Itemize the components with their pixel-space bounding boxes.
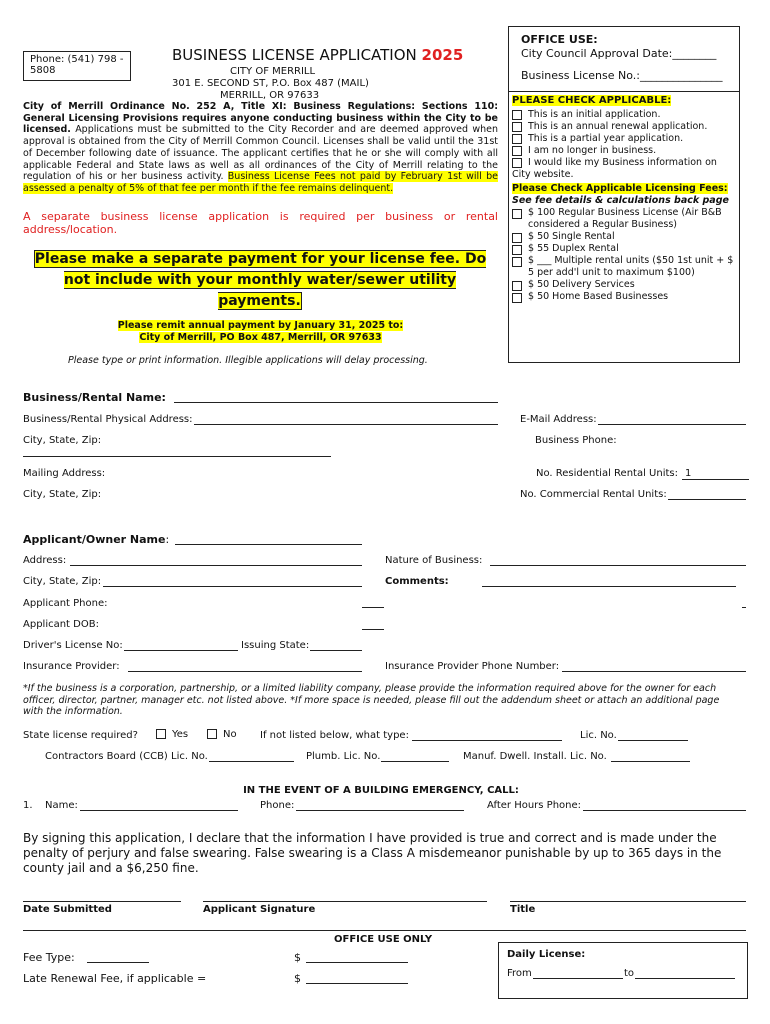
license-type-field[interactable] xyxy=(412,740,562,741)
late-fee-dollar: $ xyxy=(294,972,301,985)
checkbox[interactable] xyxy=(512,293,522,303)
checkbox[interactable] xyxy=(512,158,522,168)
email-field[interactable] xyxy=(598,424,746,425)
checkbox[interactable] xyxy=(512,110,522,120)
applicable-item[interactable]: I would like my Business information on City website. xyxy=(512,157,717,180)
office-use-divider xyxy=(23,930,746,931)
state-license-label: State license required? xyxy=(23,730,138,741)
applicant-city-field[interactable] xyxy=(103,586,362,587)
lic-no-field[interactable] xyxy=(618,740,688,741)
daily-license-box xyxy=(498,942,748,999)
page-title: BUSINESS LICENSE APPLICATION 2025 xyxy=(172,46,464,64)
applicant-phone-label: Applicant Phone: xyxy=(23,598,108,609)
ccb-label: Contractors Board (CCB) Lic. No. xyxy=(45,751,208,762)
council-approval-date[interactable]: City Council Approval Date:________ xyxy=(521,47,717,60)
applicant-phone-field[interactable] xyxy=(362,607,384,608)
business-license-no[interactable]: Business License No.:_______________ xyxy=(521,69,723,82)
remit-line-2: City of Merrill, PO Box 487, Merrill, OR 97633 xyxy=(139,332,382,343)
state-license-yes[interactable]: Yes xyxy=(156,729,188,740)
after-hours-field[interactable] xyxy=(583,810,746,811)
applicable-item[interactable]: This is an initial application. xyxy=(512,109,734,121)
fee-item[interactable]: $ ___ Multiple rental units ($50 1st unit + $ 5 per add'l unit to maximum $100) xyxy=(512,255,734,279)
daily-to-field[interactable] xyxy=(635,978,735,979)
business-name-field[interactable] xyxy=(174,402,498,403)
nature-label: Nature of Business: xyxy=(385,555,483,566)
insurance-provider-field[interactable] xyxy=(128,671,362,672)
check-applicable-heading: PLEASE CHECK APPLICABLE: xyxy=(512,95,672,106)
ordinance-paragraph: City of Merrill Ordinance No. 252 A, Title XI: Business Regulations: Sections 110: General Licensing Provisions requires anyone conducting business within the City to be licensed. Applications must be submitted to the City Recorder and are deemed approved when approval is obtained from the City of Merrill Common Council. Licenses shall be valid until the 31st of December following date of issuance. The applicant certifies that he or she will comply with all applicable Federal and State laws as well as all ordinances of the City of Merrill relating to the regulation of his or her business activity. Business License Fees not paid by February 1st will be assessed a penalty of 5% of that fee per month if the fee remains delinquent. xyxy=(23,101,498,194)
applicant-dob-field[interactable] xyxy=(362,629,384,630)
manuf-field[interactable] xyxy=(611,761,690,762)
applicable-item[interactable]: I am no longer in business. xyxy=(512,145,734,157)
checkbox[interactable] xyxy=(512,122,522,132)
business-phone-label: Business Phone: xyxy=(535,435,617,446)
applicant-signature-label: Applicant Signature xyxy=(203,904,316,915)
date-submitted-line[interactable] xyxy=(23,901,181,902)
license-type-label: If not listed below, what type: xyxy=(260,730,409,741)
business-name-label: Business/Rental Name: xyxy=(23,391,166,404)
mailing-city-label: City, State, Zip: xyxy=(23,489,102,500)
applicant-name-label: Applicant/Owner Name: xyxy=(23,533,170,546)
emergency-number: 1. xyxy=(23,800,33,811)
fee-type-dollar: $ xyxy=(294,951,301,964)
checkbox[interactable] xyxy=(512,257,522,267)
signature-line[interactable] xyxy=(203,901,487,902)
checkbox[interactable] xyxy=(512,209,522,219)
office-use-heading: OFFICE USE: xyxy=(521,33,598,46)
business-address-field[interactable] xyxy=(194,424,498,425)
comments-field[interactable] xyxy=(482,586,736,587)
daily-from-label: From xyxy=(507,968,532,979)
declaration-text: By signing this application, I declare that the information I have provided is true and correct and is made under the penalty of perjury and false swearing. False swearing is a Class A misdemeanor punishable by up to 365 days in the county jail and a $6,250 fine. xyxy=(23,831,722,875)
daily-from-field[interactable] xyxy=(533,978,623,979)
applicant-dob-label: Applicant DOB: xyxy=(23,619,99,630)
emergency-name-field[interactable] xyxy=(80,810,238,811)
fee-item[interactable]: $ 100 Regular Business License (Air B&B considered a Regular Business) xyxy=(512,207,734,231)
plumb-label: Plumb. Lic. No. xyxy=(306,751,381,762)
fees-note: See fee details & calculations back page xyxy=(512,195,729,206)
title-label: Title xyxy=(510,904,536,915)
remit-line-1: Please remit annual payment by January 31, 2025 to: xyxy=(117,320,404,331)
checkbox[interactable] xyxy=(512,233,522,243)
insurance-phone-label: Insurance Provider Phone Number: xyxy=(385,661,560,672)
emergency-phone-label: Phone: xyxy=(260,800,295,811)
business-city-field[interactable] xyxy=(23,456,331,457)
late-fee-amount-field[interactable] xyxy=(306,983,408,984)
email-label: E-Mail Address: xyxy=(520,414,597,425)
drivers-license-field[interactable] xyxy=(124,650,238,651)
city-state: MERRILL, OR 97633 xyxy=(220,90,320,101)
nature-field[interactable] xyxy=(490,565,746,566)
commercial-units-field[interactable] xyxy=(668,499,746,500)
drivers-license-label: Driver's License No: xyxy=(23,640,123,651)
title-line[interactable] xyxy=(510,901,746,902)
checkbox[interactable] xyxy=(512,146,522,156)
office-use-box xyxy=(508,26,740,92)
date-submitted-label: Date Submitted xyxy=(23,904,112,915)
plumb-field[interactable] xyxy=(381,761,449,762)
fee-item[interactable]: $ 50 Delivery Services xyxy=(512,279,734,291)
residential-units-label: No. Residential Rental Units: xyxy=(536,468,678,479)
applicant-city-label: City, State, Zip: xyxy=(23,576,102,587)
fee-type-label: Fee Type: xyxy=(23,951,75,964)
issuing-state-field[interactable] xyxy=(310,650,362,651)
comments-label: Comments: xyxy=(385,576,449,587)
emergency-heading: IN THE EVENT OF A BUILDING EMERGENCY, CALL: xyxy=(243,785,519,796)
penalty-note: Business License Fees not paid by February 1st will be assessed a penalty of 5% of that fee per month if the fee remains delinquent. xyxy=(23,171,498,194)
checkbox[interactable] xyxy=(512,245,522,255)
applicable-item[interactable]: This is a partial year application. xyxy=(512,133,734,145)
phone-text: Phone: (541) 798 - 5808 xyxy=(30,54,124,76)
fees-heading: Please Check Applicable Licensing Fees: xyxy=(512,183,728,194)
applicant-address-label: Address: xyxy=(23,555,67,566)
insurance-provider-label: Insurance Provider: xyxy=(23,661,120,672)
city-name: CITY OF MERRILL xyxy=(230,66,316,77)
residential-units-field[interactable]: 1 xyxy=(682,468,749,480)
check-applicable-box xyxy=(508,91,740,363)
late-fee-label: Late Renewal Fee, if applicable = xyxy=(23,972,207,985)
business-address-label: Business/Rental Physical Address: xyxy=(23,414,193,425)
manuf-label: Manuf. Dwell. Install. Lic. No. xyxy=(463,751,607,762)
checkbox[interactable] xyxy=(156,729,166,739)
city-address: 301 E. SECOND ST, P.O. Box 487 (MAIL) xyxy=(172,78,369,89)
business-city-label: City, State, Zip: xyxy=(23,435,102,446)
phone-box xyxy=(23,51,131,81)
payment-notice: Please make a separate payment for your license fee. Do not include with your monthly water/sewer utility payments. xyxy=(34,251,487,309)
separate-application-note: A separate business license application is required per business or rental address/location. xyxy=(23,210,498,236)
after-hours-label: After Hours Phone: xyxy=(487,800,582,811)
office-use-only-heading: OFFICE USE ONLY xyxy=(334,934,433,945)
fee-item[interactable]: $ 50 Single Rental xyxy=(512,231,734,243)
ccb-field[interactable] xyxy=(209,761,294,762)
daily-license-label: Daily License: xyxy=(507,949,586,960)
daily-to-label: to xyxy=(624,968,635,979)
checkbox[interactable] xyxy=(207,729,217,739)
state-license-no[interactable]: No xyxy=(207,729,237,740)
corporation-note: *If the business is a corporation, partnership, or a limited liability company, please provide the information required above for the owner for each officer, director, partner, manager etc. not listed above. *If more space is needed, please fill out the addendum sheet or attach an additional page with the information. xyxy=(23,683,720,717)
insurance-phone-field[interactable] xyxy=(562,671,746,672)
issuing-state-label: Issuing State: xyxy=(241,640,310,651)
applicable-list xyxy=(512,109,734,303)
mailing-address-label: Mailing Address: xyxy=(23,468,106,479)
checkbox[interactable] xyxy=(512,281,522,291)
fee-item[interactable]: $ 50 Home Based Businesses xyxy=(512,291,734,303)
applicable-item[interactable]: This is an annual renewal application. xyxy=(512,121,734,133)
applicant-address-field[interactable] xyxy=(70,565,362,566)
comments-field-2[interactable] xyxy=(742,607,746,608)
title-year: 2025 xyxy=(421,46,464,64)
fee-type-field[interactable] xyxy=(87,962,149,963)
emergency-name-label: Name: xyxy=(45,800,78,811)
emergency-phone-field[interactable] xyxy=(296,810,464,811)
commercial-units-label: No. Commercial Rental Units: xyxy=(520,489,667,500)
fee-item[interactable]: $ 55 Duplex Rental xyxy=(512,243,734,255)
checkbox[interactable] xyxy=(512,134,522,144)
lic-no-label: Lic. No. xyxy=(580,730,617,741)
fee-amount-field[interactable] xyxy=(306,962,408,963)
print-note: Please type or print information. Illegible applications will delay processing. xyxy=(68,355,428,366)
applicant-name-field[interactable] xyxy=(175,544,362,545)
